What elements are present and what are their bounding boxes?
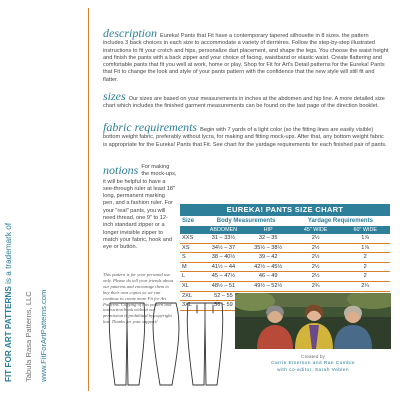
- description-text: Eureka! Pants that Fit have a contemporary tapered silhouette in 8 sizes. the pattern includes 3 back choices in each size to accommodate a variety of derrières. Follow the step-by-step illustrated instructions to fit your crotch and hips, personalize dart placement, and shape the legs. You choose the waist height and finish the pants with a back zipper and your choice of facing, waistband or elastic waist. Create flattering and comfortable pants that fit you well at work, home or play. Shop for Fit for Art's Detail patterns for the Eureka! Pants that Fit to change the look and style of your pants pattern with the confidence that the new style will still fit and flatter.: [103, 33, 389, 83]
- size-chart-title: EUREKA! PANTS SIZE CHART: [180, 204, 390, 216]
- yardage-requirements-header: Yardage Requirements: [307, 218, 373, 224]
- credits-coeditor: with co-editor, Sarah Veblen: [276, 367, 350, 373]
- yardage-60-cell: 1⅞: [340, 234, 390, 243]
- abdomen-cell: 31 – 33½: [201, 234, 245, 243]
- hip-header: HIP: [246, 226, 291, 234]
- table-row: [180, 272, 390, 282]
- sidebar-divider: [88, 8, 89, 391]
- table-row: [180, 243, 390, 253]
- fabric-text: Begin with 7 yards of a light color (so the fitting lines are easily visible) bottom weight fabric, preferably without lycra, for making and fitting mock-ups. After that, any bottom weight fabric is appropriate for the Eureka! Pants that Fit. See chart for the yardage requirements for each finished pair of pants.: [103, 127, 387, 148]
- pants-side-view: [153, 303, 179, 385]
- size-cell: L: [180, 272, 201, 282]
- yardage-60-cell: 2¼: [340, 281, 390, 291]
- credits-created-by: Created by: [301, 355, 325, 360]
- yardage-60-cell: 2: [340, 262, 390, 272]
- abdomen-cell: 41½ – 44: [201, 262, 245, 272]
- trademark-text: is a trademark of: [4, 222, 13, 287]
- yardage-60-cell: 2: [340, 253, 390, 263]
- sizes-section: [103, 89, 389, 111]
- abdomen-cell: 34½ – 37: [201, 243, 245, 253]
- body-measurements-header: Body Measurements: [216, 218, 276, 224]
- fabric-heading: fabric requirements: [103, 120, 198, 134]
- yardage-45-cell: 2½: [291, 262, 341, 272]
- yardage-45-cell: 2½: [291, 253, 341, 263]
- yardage-45-cell: 2½: [291, 272, 341, 282]
- hip-cell: 39 – 42: [246, 253, 291, 263]
- fabric-section: [103, 120, 389, 149]
- description-section: [103, 26, 389, 84]
- hip-cell: 42½ – 45½: [246, 262, 291, 272]
- abdomen-cell: 45 – 47½: [201, 272, 245, 282]
- hip-cell: 46 – 49: [246, 272, 291, 282]
- size-cell: 3XL: [180, 301, 201, 311]
- size-cell: 2XL: [180, 291, 201, 301]
- yardage-60-cell: 1⅞: [340, 243, 390, 253]
- 60-wide-header: 60" WIDE: [340, 226, 390, 234]
- table-row: [180, 281, 390, 291]
- pants-front-view: [109, 303, 145, 385]
- table-row: [180, 262, 390, 272]
- size-cell: M: [180, 262, 201, 272]
- brand-name: FIT FOR ART PATTERNS: [4, 286, 13, 382]
- sizes-text: Our sizes are based on your measurements in inches at the abdomen and hip line. A more detailed size chart which includes the finished garment measurements can be found on the last page of the direction booklet.: [103, 96, 385, 110]
- designers-photo: [235, 293, 391, 349]
- size-cell: XS: [180, 243, 201, 253]
- yardage-60-cell: 2: [340, 272, 390, 282]
- table-row: [180, 253, 390, 263]
- size-cell: XL: [180, 281, 201, 291]
- trademark-line: [4, 6, 14, 382]
- copyright-note: This pattern is for your personal use only. Please do tell your friends about our patterns and encourage them to buy their own copies so we can continue to create more Fit for Art Patterns. Copying of this pattern and instruction book without our permission is prohibited by copyright law. Thanks for your support!: [103, 272, 174, 325]
- hip-cell: 32 – 35: [246, 234, 291, 243]
- pants-back-view: [187, 303, 223, 385]
- yardage-45-cell: 2½: [291, 243, 341, 253]
- hip-cell: 35½ – 38½: [246, 243, 291, 253]
- description-heading: description: [103, 26, 157, 40]
- 45-wide-header: 45" WIDE: [291, 226, 341, 234]
- sub-header-blank: [180, 226, 201, 234]
- size-cell: S: [180, 253, 201, 263]
- website-url[interactable]: www.FitForArtPatterns.com: [39, 289, 48, 382]
- notions-text: For making the mock-ups, it will be helpful to have a see-through ruler at least 18" long, permanent marking pen, and a fashion ruler. For your "real" pants, you will need thread, one 9" to 12-inch standard zipper or a longer invisible zipper to match your fabric, hook and eye or button.: [103, 164, 177, 251]
- abdomen-cell: 52 – 55: [201, 291, 245, 301]
- yardage-45-cell: 2¾: [291, 281, 341, 291]
- hip-cell: 49½ – 52½: [246, 281, 291, 291]
- size-cell: XXS: [180, 234, 201, 243]
- notions-section: [103, 164, 177, 252]
- abdomen-cell: 56 – 59: [201, 301, 245, 311]
- sizes-heading: sizes: [103, 89, 126, 103]
- size-column-header: Size: [182, 218, 195, 224]
- abdomen-cell: 48½ – 51: [201, 281, 245, 291]
- company-name: Tabula Rasa Patterns, LLC: [24, 291, 33, 382]
- abdomen-cell: 38 – 40½: [201, 253, 245, 263]
- credits-authors: Carrie Emerson and Rae Cumbie: [271, 361, 355, 367]
- yardage-45-cell: 2½: [291, 234, 341, 243]
- sidebar-vertical-text: [4, 6, 74, 382]
- pants-illustrations: [104, 299, 232, 389]
- notions-heading: notions: [103, 163, 139, 177]
- credits: [235, 355, 391, 374]
- table-row: [180, 234, 390, 243]
- abdomen-header: ABDOMEN: [201, 226, 245, 234]
